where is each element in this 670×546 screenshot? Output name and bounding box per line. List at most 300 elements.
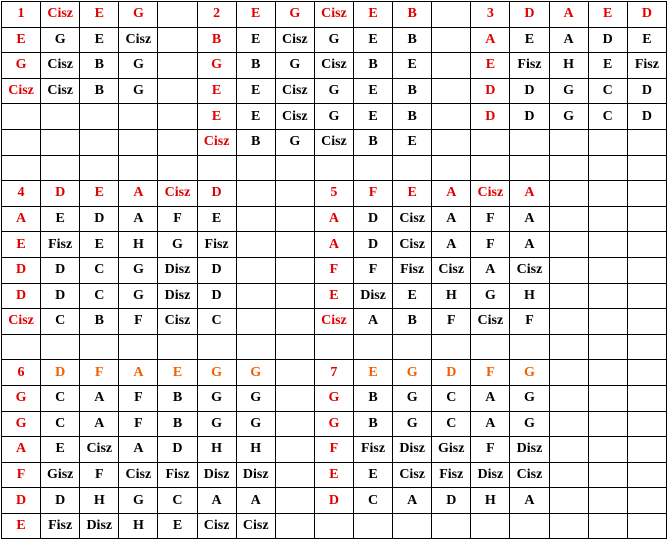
grid-row xyxy=(2,513,667,539)
note-cell: A xyxy=(2,437,41,463)
empty-cell xyxy=(627,129,666,155)
empty-cell xyxy=(432,129,471,155)
empty-cell xyxy=(275,360,314,386)
note-cell: Cisz xyxy=(393,206,432,232)
note-cell: B xyxy=(236,53,275,79)
empty-cell xyxy=(549,206,588,232)
note-cell: G xyxy=(393,360,432,386)
empty-cell xyxy=(432,155,471,181)
empty-cell xyxy=(275,283,314,309)
note-cell: F xyxy=(314,257,353,283)
empty-cell xyxy=(119,129,158,155)
note-cell: D xyxy=(471,78,510,104)
empty-cell xyxy=(549,411,588,437)
note-cell: G xyxy=(510,411,549,437)
grid-row xyxy=(2,309,667,335)
note-cell: B xyxy=(393,104,432,130)
note-cell: C xyxy=(432,411,471,437)
note-cell: D xyxy=(41,283,80,309)
note-cell: G xyxy=(471,283,510,309)
note-cell: Cisz xyxy=(510,462,549,488)
empty-cell xyxy=(627,309,666,335)
empty-cell xyxy=(588,513,627,539)
empty-cell xyxy=(627,437,666,463)
note-cell: D xyxy=(314,488,353,514)
note-cell: A xyxy=(314,206,353,232)
empty-cell xyxy=(236,257,275,283)
note-cell: D xyxy=(41,181,80,207)
empty-cell xyxy=(275,437,314,463)
note-cell: 5 xyxy=(314,181,353,207)
empty-cell xyxy=(275,385,314,411)
note-cell: B xyxy=(353,411,392,437)
note-cell: G xyxy=(2,411,41,437)
note-cell: D xyxy=(2,283,41,309)
note-cell: E xyxy=(80,181,119,207)
note-cell: Disz xyxy=(197,462,236,488)
note-cell: E xyxy=(2,232,41,258)
note-cell: A xyxy=(353,309,392,335)
note-cell: Fisz xyxy=(41,232,80,258)
note-cell: C xyxy=(588,78,627,104)
note-cell: D xyxy=(197,181,236,207)
note-cell: Cisz xyxy=(314,309,353,335)
note-cell: G xyxy=(2,53,41,79)
note-cell: A xyxy=(471,27,510,53)
note-cell: B xyxy=(80,53,119,79)
note-cell: G xyxy=(119,53,158,79)
note-cell: B xyxy=(197,27,236,53)
note-cell: E xyxy=(353,2,392,28)
note-cell: G xyxy=(2,385,41,411)
grid-row xyxy=(2,53,667,79)
empty-cell xyxy=(549,334,588,360)
note-cell: A xyxy=(119,206,158,232)
note-cell: C xyxy=(41,385,80,411)
empty-cell xyxy=(627,334,666,360)
note-cell: 3 xyxy=(471,2,510,28)
empty-cell xyxy=(588,232,627,258)
empty-cell xyxy=(627,232,666,258)
note-cell: B xyxy=(393,78,432,104)
empty-cell xyxy=(549,360,588,386)
empty-cell xyxy=(627,181,666,207)
note-cell: B xyxy=(353,385,392,411)
empty-cell xyxy=(353,334,392,360)
note-cell: C xyxy=(588,104,627,130)
empty-cell xyxy=(549,309,588,335)
grid-row xyxy=(2,78,667,104)
note-cell: G xyxy=(314,27,353,53)
empty-cell xyxy=(432,2,471,28)
empty-cell xyxy=(41,334,80,360)
note-cell: G xyxy=(236,360,275,386)
note-cell: Cisz xyxy=(41,78,80,104)
note-cell: F xyxy=(80,462,119,488)
note-cell: F xyxy=(471,232,510,258)
note-cell: E xyxy=(314,283,353,309)
note-cell: Cisz xyxy=(471,309,510,335)
note-cell: G xyxy=(549,78,588,104)
note-cell: C xyxy=(353,488,392,514)
note-cell: D xyxy=(41,360,80,386)
note-cell: A xyxy=(119,437,158,463)
note-cell: G xyxy=(275,53,314,79)
note-cell: F xyxy=(158,206,197,232)
empty-cell xyxy=(393,513,432,539)
note-cell: D xyxy=(471,104,510,130)
empty-cell xyxy=(588,283,627,309)
empty-cell xyxy=(119,104,158,130)
empty-cell xyxy=(588,437,627,463)
note-cell: A xyxy=(314,232,353,258)
note-cell: D xyxy=(41,257,80,283)
note-cell: Disz xyxy=(158,283,197,309)
note-cell: A xyxy=(510,181,549,207)
note-cell: E xyxy=(393,53,432,79)
note-cell: F xyxy=(510,309,549,335)
grid-row xyxy=(2,462,667,488)
note-cell: E xyxy=(2,513,41,539)
grid-row xyxy=(2,181,667,207)
note-cell: A xyxy=(80,411,119,437)
note-cell: A xyxy=(432,206,471,232)
note-cell: A xyxy=(236,488,275,514)
empty-cell xyxy=(510,129,549,155)
grid-row xyxy=(2,283,667,309)
empty-cell xyxy=(432,78,471,104)
note-cell: C xyxy=(41,309,80,335)
note-cell: C xyxy=(80,257,119,283)
note-cell: Cisz xyxy=(275,104,314,130)
empty-cell xyxy=(275,334,314,360)
note-cell: F xyxy=(314,437,353,463)
empty-cell xyxy=(236,283,275,309)
empty-cell xyxy=(2,104,41,130)
note-cell: G xyxy=(314,78,353,104)
empty-cell xyxy=(588,411,627,437)
empty-cell xyxy=(627,411,666,437)
empty-cell xyxy=(197,155,236,181)
note-cell: G xyxy=(393,411,432,437)
note-cell: G xyxy=(236,385,275,411)
note-cell: Disz xyxy=(80,513,119,539)
note-cell: E xyxy=(236,2,275,28)
empty-cell xyxy=(627,155,666,181)
note-cell: D xyxy=(158,437,197,463)
empty-cell xyxy=(119,155,158,181)
note-cell: H xyxy=(471,488,510,514)
note-cell: G xyxy=(510,385,549,411)
note-cell: E xyxy=(627,27,666,53)
note-cell: A xyxy=(119,360,158,386)
empty-cell xyxy=(2,129,41,155)
empty-cell xyxy=(549,129,588,155)
note-cell: Cisz xyxy=(119,27,158,53)
empty-cell xyxy=(627,257,666,283)
empty-cell xyxy=(588,360,627,386)
note-cell: G xyxy=(236,411,275,437)
note-cell: 2 xyxy=(197,2,236,28)
note-cell: A xyxy=(510,206,549,232)
grid-row xyxy=(2,437,667,463)
note-cell: G xyxy=(314,104,353,130)
note-cell: Cisz xyxy=(471,181,510,207)
grid-row xyxy=(2,104,667,130)
note-cell: Disz xyxy=(471,462,510,488)
note-cell: F xyxy=(471,437,510,463)
note-cell: D xyxy=(627,78,666,104)
note-cell: D xyxy=(510,2,549,28)
empty-cell xyxy=(197,334,236,360)
note-cell: H xyxy=(197,437,236,463)
empty-cell xyxy=(275,206,314,232)
note-cell: G xyxy=(314,411,353,437)
empty-cell xyxy=(471,513,510,539)
note-cell: G xyxy=(275,2,314,28)
note-cell: F xyxy=(353,181,392,207)
note-cell: E xyxy=(353,462,392,488)
note-cell: E xyxy=(588,53,627,79)
note-cell: E xyxy=(197,78,236,104)
note-cell: D xyxy=(2,488,41,514)
grid-row xyxy=(2,129,667,155)
empty-cell xyxy=(588,462,627,488)
note-cell: H xyxy=(80,488,119,514)
empty-cell xyxy=(158,104,197,130)
note-cell: E xyxy=(2,27,41,53)
empty-cell xyxy=(314,334,353,360)
empty-cell xyxy=(588,206,627,232)
empty-cell xyxy=(236,309,275,335)
note-cell: G xyxy=(158,232,197,258)
note-cell: Cisz xyxy=(2,78,41,104)
note-cell: Disz xyxy=(510,437,549,463)
note-cell: Cisz xyxy=(393,232,432,258)
note-cell: D xyxy=(432,360,471,386)
empty-cell xyxy=(393,155,432,181)
note-cell: E xyxy=(510,27,549,53)
note-cell: D xyxy=(80,206,119,232)
note-cell: E xyxy=(158,513,197,539)
note-cell: H xyxy=(236,437,275,463)
empty-cell xyxy=(549,181,588,207)
note-cell: Cisz xyxy=(432,257,471,283)
empty-cell xyxy=(119,334,158,360)
note-cell: E xyxy=(393,181,432,207)
note-cell: E xyxy=(353,27,392,53)
note-cell: F xyxy=(471,206,510,232)
empty-cell xyxy=(549,488,588,514)
empty-cell xyxy=(353,513,392,539)
note-cell: G xyxy=(197,53,236,79)
note-cell: E xyxy=(236,104,275,130)
note-cell: Fisz xyxy=(393,257,432,283)
note-cell: Disz xyxy=(393,437,432,463)
note-cell: Fisz xyxy=(627,53,666,79)
empty-cell xyxy=(158,78,197,104)
empty-cell xyxy=(236,181,275,207)
empty-cell xyxy=(588,334,627,360)
note-cell: E xyxy=(314,462,353,488)
empty-cell xyxy=(510,334,549,360)
note-cell: Cisz xyxy=(510,257,549,283)
empty-cell xyxy=(80,155,119,181)
empty-cell xyxy=(549,513,588,539)
note-cell: C xyxy=(197,309,236,335)
empty-cell xyxy=(158,155,197,181)
empty-cell xyxy=(549,232,588,258)
note-cell: Cisz xyxy=(236,513,275,539)
note-cell: C xyxy=(41,411,80,437)
note-cell: E xyxy=(471,53,510,79)
empty-cell xyxy=(549,462,588,488)
note-cell: D xyxy=(510,78,549,104)
empty-cell xyxy=(275,513,314,539)
note-cell: Cisz xyxy=(119,462,158,488)
note-cell: B xyxy=(353,129,392,155)
note-cell: A xyxy=(549,2,588,28)
empty-cell xyxy=(627,513,666,539)
empty-cell xyxy=(275,155,314,181)
note-cell: C xyxy=(80,283,119,309)
note-cell: Fisz xyxy=(432,462,471,488)
empty-cell xyxy=(236,232,275,258)
note-cell: G xyxy=(275,129,314,155)
note-cell: E xyxy=(197,104,236,130)
note-cell: G xyxy=(119,283,158,309)
note-cell: E xyxy=(158,360,197,386)
note-cell: H xyxy=(510,283,549,309)
note-cell: A xyxy=(432,232,471,258)
note-cell: Cisz xyxy=(275,27,314,53)
note-cell: E xyxy=(41,206,80,232)
empty-cell xyxy=(2,155,41,181)
note-cell: E xyxy=(393,129,432,155)
note-cell: E xyxy=(80,27,119,53)
note-cell: F xyxy=(119,385,158,411)
note-cell: Cisz xyxy=(314,53,353,79)
empty-cell xyxy=(627,283,666,309)
note-cell: G xyxy=(119,257,158,283)
note-cell: B xyxy=(393,2,432,28)
note-cell: E xyxy=(353,104,392,130)
empty-cell xyxy=(588,155,627,181)
note-cell: G xyxy=(119,2,158,28)
note-cell: D xyxy=(353,232,392,258)
empty-cell xyxy=(549,437,588,463)
note-cell: G xyxy=(197,385,236,411)
note-cell: Disz xyxy=(353,283,392,309)
note-cell: F xyxy=(353,257,392,283)
note-cell: Cisz xyxy=(314,2,353,28)
empty-cell xyxy=(80,104,119,130)
note-cell: F xyxy=(119,309,158,335)
note-cell: A xyxy=(510,488,549,514)
note-cell: F xyxy=(119,411,158,437)
note-cell: Cisz xyxy=(41,53,80,79)
note-cell: E xyxy=(588,2,627,28)
note-cell: A xyxy=(197,488,236,514)
empty-cell xyxy=(588,488,627,514)
note-cell: G xyxy=(41,27,80,53)
empty-cell xyxy=(432,27,471,53)
note-cell: E xyxy=(197,206,236,232)
note-cell: E xyxy=(41,437,80,463)
note-cell: Fisz xyxy=(158,462,197,488)
note-cell: E xyxy=(393,283,432,309)
grid-row xyxy=(2,334,667,360)
grid-row xyxy=(2,411,667,437)
empty-cell xyxy=(549,155,588,181)
note-cell: H xyxy=(119,513,158,539)
note-cell: Cisz xyxy=(80,437,119,463)
note-cell: Fisz xyxy=(353,437,392,463)
note-cell: C xyxy=(158,488,197,514)
empty-cell xyxy=(471,129,510,155)
empty-cell xyxy=(236,155,275,181)
empty-cell xyxy=(158,2,197,28)
note-cell: F xyxy=(80,360,119,386)
note-cell: E xyxy=(236,27,275,53)
note-cell: C xyxy=(432,385,471,411)
note-cell: 7 xyxy=(314,360,353,386)
empty-cell xyxy=(158,27,197,53)
note-cell: H xyxy=(119,232,158,258)
empty-cell xyxy=(236,334,275,360)
note-cell: Gisz xyxy=(41,462,80,488)
empty-cell xyxy=(80,129,119,155)
note-cell: G xyxy=(119,78,158,104)
empty-cell xyxy=(432,513,471,539)
empty-cell xyxy=(2,334,41,360)
note-cell: E xyxy=(353,78,392,104)
empty-cell xyxy=(588,385,627,411)
empty-cell xyxy=(471,334,510,360)
note-cell: Cisz xyxy=(158,309,197,335)
empty-cell xyxy=(627,385,666,411)
note-cell: H xyxy=(432,283,471,309)
note-cell: G xyxy=(314,385,353,411)
empty-cell xyxy=(549,283,588,309)
note-cell: H xyxy=(549,53,588,79)
grid-row xyxy=(2,257,667,283)
empty-cell xyxy=(158,334,197,360)
empty-cell xyxy=(353,155,392,181)
note-grid-body xyxy=(2,2,667,539)
empty-cell xyxy=(432,104,471,130)
note-cell: B xyxy=(236,129,275,155)
note-cell: D xyxy=(432,488,471,514)
note-grid-table xyxy=(1,1,667,539)
note-cell: E xyxy=(80,232,119,258)
note-cell: 1 xyxy=(2,2,41,28)
empty-cell xyxy=(158,53,197,79)
empty-cell xyxy=(275,411,314,437)
grid-row xyxy=(2,232,667,258)
note-cell: Cisz xyxy=(275,78,314,104)
note-cell: Cisz xyxy=(197,513,236,539)
note-cell: D xyxy=(197,257,236,283)
note-cell: Cisz xyxy=(197,129,236,155)
empty-cell xyxy=(275,257,314,283)
empty-cell xyxy=(549,385,588,411)
empty-cell xyxy=(314,513,353,539)
note-cell: Fisz xyxy=(197,232,236,258)
grid-row xyxy=(2,360,667,386)
note-cell: F xyxy=(432,309,471,335)
grid-row xyxy=(2,27,667,53)
